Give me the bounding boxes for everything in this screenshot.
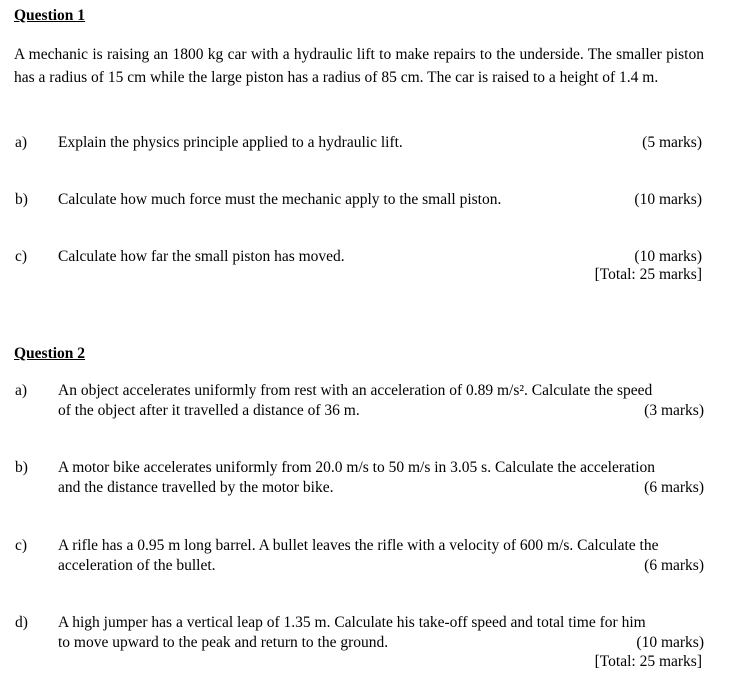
q2-part-d-line1: A high jumper has a vertical leap of 1.35 m. Calculate his take-off speed and total time for him — [58, 614, 646, 631]
q2-part-d — [58, 613, 704, 653]
q2-part-a-marks: (3 marks) — [644, 402, 704, 419]
q1-part-b-marks: (10 marks) — [634, 191, 702, 208]
q2-part-b-marks: (6 marks) — [644, 479, 704, 496]
q2-part-d-label: d) — [15, 614, 28, 631]
q1-part-a-label: a) — [15, 134, 28, 151]
q1-part-c-label: c) — [15, 248, 28, 265]
q2-part-c-line1: A rifle has a 0.95 m long barrel. A bullet leaves the rifle with a velocity of 600 m/s. Calculate the — [58, 537, 659, 554]
q2-part-c-line2: acceleration of the bullet. — [58, 557, 216, 574]
q1-total: [Total: 25 marks] — [594, 266, 702, 283]
q2-part-a-label: a) — [15, 382, 28, 399]
question-1-intro: A mechanic is raising an 1800 kg car with a hydraulic lift to make repairs to the underside. The smaller piston has a radius of 15 cm while the large piston has a radius of 85 cm. The car is raised to a height of 1.4 m. — [14, 46, 704, 86]
q2-total: [Total: 25 marks] — [594, 653, 702, 670]
q2-part-c-label: c) — [15, 537, 28, 554]
q2-part-b-label: b) — [15, 459, 28, 476]
q2-part-c — [58, 536, 704, 576]
q1-part-a-marks: (5 marks) — [642, 134, 702, 151]
q2-part-b-line1: A motor bike accelerates uniformly from 20.0 m/s to 50 m/s in 3.05 s. Calculate the acceleration — [58, 459, 656, 476]
q1-part-a-text: Explain the physics principle applied to a hydraulic lift. — [58, 134, 403, 151]
q1-part-c-text: Calculate how far the small piston has moved. — [58, 248, 345, 265]
q2-part-d-marks: (10 marks) — [636, 634, 704, 651]
q2-part-c-marks: (6 marks) — [644, 557, 704, 574]
q2-part-b — [58, 458, 704, 498]
q2-part-a — [58, 381, 704, 421]
q1-part-b-text: Calculate how much force must the mechanic apply to the small piston. — [58, 191, 502, 208]
q2-part-d-line2: to move upward to the peak and return to the ground. — [58, 634, 389, 651]
q2-part-b-line2: and the distance travelled by the motor bike. — [58, 479, 334, 496]
q1-part-b-label: b) — [15, 191, 28, 208]
question-1-heading: Question 1 — [14, 7, 86, 24]
q2-part-a-line1: An object accelerates uniformly from rest with an acceleration of 0.89 m/s². Calculate the speed — [58, 382, 653, 399]
question-2-heading: Question 2 — [14, 345, 86, 362]
q2-part-a-line2: of the object after it travelled a distance of 36 m. — [58, 402, 360, 419]
q1-part-c-marks: (10 marks) — [634, 248, 702, 265]
